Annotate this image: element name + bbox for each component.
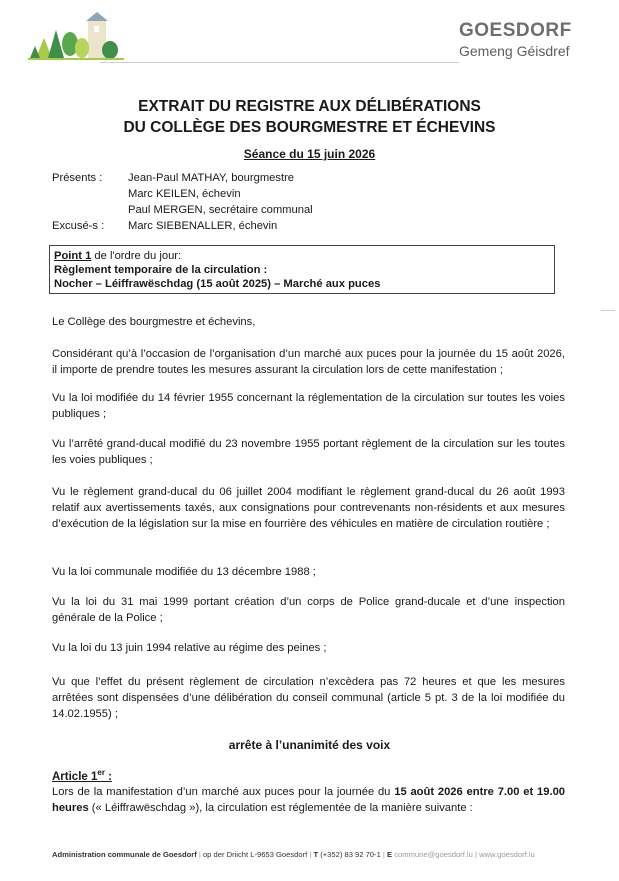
attendance-list — [52, 170, 313, 234]
article-label: Article 1 — [52, 770, 98, 783]
present-names — [128, 170, 313, 218]
title-line-2: DU COLLÈGE DES BOURGMESTRE ET ÉCHEVINS — [123, 119, 496, 136]
article-sup: er — [97, 768, 105, 777]
paragraph: Vu le règlement grand-ducal du 06 juillet 2004 modifiant le règlement grand-ducal du 26 août 1993 relatif aux avertissements taxés, aux consignations pour contrevenants non-résidents et aux mesures d’exécution de la législation sur la mise en fourrière des véhicules en matière de circulation routière ; — [52, 486, 565, 530]
scan-mark — [601, 310, 615, 311]
brand-name: GOESDORF — [459, 20, 572, 41]
paragraph: Vu que l’effet du présent règlement de circulation n’excèdera pas 72 heures et que les mesures arrêtées sont dispensées d’une délibération du conseil communal (article 5 pt. 3 de la loi modifiée du 14.02.1955) ; — [52, 676, 565, 720]
goesdorf-logo-icon — [28, 8, 124, 64]
present-label: Présents : — [52, 172, 103, 184]
header-divider — [100, 62, 459, 63]
agenda-point-detail: Nocher – Léiffrawëschdag (15 août 2025) – Marché aux puces — [54, 278, 381, 290]
agenda-point-header — [54, 249, 554, 263]
agenda-point-suffix: de l'ordre du jour: — [91, 250, 182, 262]
title-line-1: EXTRAIT DU REGISTRE AUX DÉLIBÉRATIONS — [138, 98, 481, 115]
article-text — [52, 784, 565, 816]
footer-admin: Administration communale de Goesdorf — [52, 850, 197, 859]
paragraph: Le Collège des bourgmestre et échevins, — [52, 316, 256, 328]
document-title — [0, 96, 619, 138]
article-text-before: Lors de la manifestation d’un marché aux puces pour la journée du — [52, 786, 395, 798]
paragraph: Vu la loi du 13 juin 1994 relative au régime des peines ; — [52, 642, 327, 654]
agenda-point-subject: Règlement temporaire de la circulation : — [54, 264, 268, 276]
excused-names — [128, 218, 277, 234]
brand-subtitle: Gemeng Géisdref — [459, 43, 570, 59]
present-row — [52, 170, 313, 218]
brand-block — [459, 20, 589, 60]
present-member: Jean-Paul MATHAY, bourgmestre — [128, 172, 295, 184]
footer: Administration communale de Goesdorf | op der Driicht L-9653 Goesdorf | T (+352) 83 92 70-1 | E commune@goesdorf.lu | www.goesdorf.lu — [52, 850, 535, 859]
present-member: Paul MERGEN, secrétaire communal — [128, 204, 313, 216]
paragraph: Vu la loi du 31 mai 1999 portant création d’un corps de Police grand-ducale et d’une inspection générale de la Police ; — [52, 596, 565, 624]
footer-phone-label: T — [313, 850, 319, 859]
paragraph: Vu la loi communale modifiée du 13 décembre 1988 ; — [52, 566, 316, 578]
footer-address: op der Driicht L-9653 Goesdorf — [202, 850, 308, 859]
article-heading — [52, 768, 112, 783]
footer-web: www.goesdorf.lu — [479, 850, 535, 859]
footer-email-label: E — [387, 850, 393, 859]
decision-statement: arrête à l’unanimité des voix — [228, 738, 391, 752]
article-text-bold: 15 août 2026 entre 7.00 et 19.00 heures — [52, 786, 566, 814]
agenda-point-label: Point 1 — [54, 250, 92, 262]
paragraph: Considérant qu’à l’occasion de l’organisation d’un marché aux puces pour la journée du 15 août 2026, il importe de prendre toutes les mesures assurant la circulation lors de cette manifestation ; — [52, 348, 565, 376]
excused-member: Marc SIEBENALLER, échevin — [128, 220, 278, 232]
agenda-point-box — [49, 245, 555, 294]
excused-row — [52, 218, 313, 234]
session-date: Séance du 15 juin 2026 — [243, 147, 376, 161]
present-member: Marc KEILEN, échevin — [128, 188, 241, 200]
article-text-after: (« Léiffrawëschdag »), la circulation est réglementée de la manière suivante : — [88, 802, 473, 814]
paragraph: Vu l’arrêté grand-ducal modifié du 23 novembre 1955 portant règlement de la circulation sur les toutes les voies publiques ; — [52, 438, 565, 466]
footer-phone: (+352) 83 92 70-1 — [320, 850, 381, 859]
paragraph: Vu la loi modifiée du 14 février 1955 concernant la réglementation de la circulation sur toutes les voies publiques ; — [52, 392, 565, 420]
footer-email: commune@goesdorf.lu — [394, 850, 473, 859]
excused-label: Excusé-s : — [52, 220, 105, 232]
article-suffix: : — [104, 770, 112, 783]
